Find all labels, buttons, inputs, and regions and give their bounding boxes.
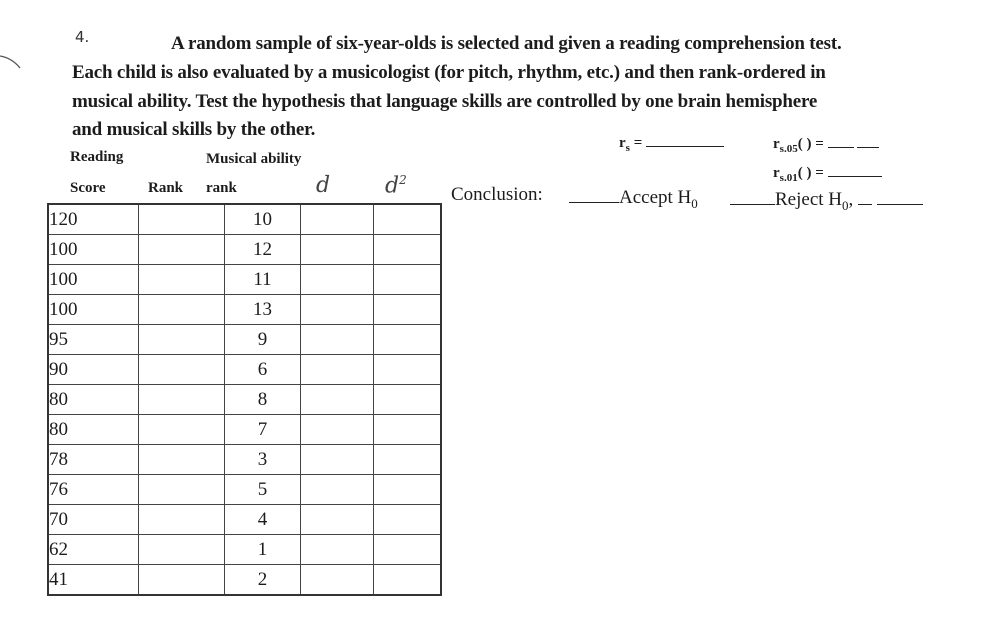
r05-label: r bbox=[773, 136, 780, 152]
r05-blank-2[interactable] bbox=[857, 133, 879, 148]
header-music-rank: rank bbox=[206, 180, 237, 196]
d-squared-cell[interactable] bbox=[374, 535, 442, 565]
table-row bbox=[48, 385, 441, 415]
r05-tail: ( ) = bbox=[797, 136, 824, 152]
page-edge-curve bbox=[0, 40, 22, 80]
rank-cell[interactable] bbox=[139, 265, 225, 295]
score-cell: 80 bbox=[48, 415, 139, 445]
question-line-3: musical ability. Test the hypothesis that language skills are controlled by one brain hemisphere bbox=[72, 91, 818, 112]
rank-cell[interactable] bbox=[139, 235, 225, 265]
rank-cell[interactable] bbox=[139, 325, 225, 355]
rank-cell[interactable] bbox=[139, 415, 225, 445]
header-score: Score bbox=[70, 180, 106, 196]
reject-option[interactable]: Reject $H_0$, bbox=[730, 186, 923, 214]
header-rank: Rank bbox=[148, 180, 184, 196]
d-cell[interactable] bbox=[301, 235, 374, 265]
question-line-2: Each child is also evaluated by a musicologist (for pitch, rhythm, etc.) and then rank-ordered in bbox=[72, 62, 826, 83]
score-cell: 90 bbox=[48, 355, 139, 385]
music-rank-cell: 11 bbox=[225, 265, 301, 295]
rank-cell[interactable] bbox=[139, 204, 225, 235]
d-cell[interactable] bbox=[301, 295, 374, 325]
rank-cell[interactable] bbox=[139, 475, 225, 505]
d-cell[interactable] bbox=[301, 415, 374, 445]
accept-blank[interactable] bbox=[569, 184, 619, 203]
accept-label: Accept H bbox=[619, 187, 692, 208]
music-rank-cell: 10 bbox=[225, 204, 301, 235]
rs-label: r bbox=[619, 135, 626, 151]
header-d: d bbox=[316, 173, 331, 198]
reject-blank[interactable] bbox=[730, 186, 775, 205]
score-cell: 41 bbox=[48, 565, 139, 596]
rs-equals: = bbox=[633, 135, 643, 151]
score-cell: 100 bbox=[48, 265, 139, 295]
table-row bbox=[48, 325, 441, 355]
reject-label: Reject H bbox=[775, 189, 843, 210]
score-cell: 76 bbox=[48, 475, 139, 505]
rs-blank[interactable] bbox=[646, 132, 724, 147]
table-row bbox=[48, 204, 441, 235]
header-reading: Reading bbox=[70, 149, 124, 165]
music-rank-cell: 4 bbox=[225, 505, 301, 535]
rs-sub: s bbox=[625, 142, 630, 154]
accept-option[interactable]: Accept $H_0$ bbox=[569, 184, 698, 212]
score-cell: 80 bbox=[48, 385, 139, 415]
music-rank-cell: 13 bbox=[225, 295, 301, 325]
d-squared-cell[interactable] bbox=[374, 415, 442, 445]
r01-label: r bbox=[773, 165, 780, 181]
d-squared-cell[interactable] bbox=[374, 325, 442, 355]
r05-sub: s.05 bbox=[779, 143, 798, 155]
table-row bbox=[48, 565, 441, 596]
score-cell: 100 bbox=[48, 295, 139, 325]
r01-tail: ( ) = bbox=[797, 165, 824, 181]
rank-cell[interactable] bbox=[139, 295, 225, 325]
rs-field[interactable] bbox=[619, 132, 724, 154]
r01-sub: s.01 bbox=[779, 172, 798, 184]
d-cell[interactable] bbox=[301, 355, 374, 385]
table-row bbox=[48, 265, 441, 295]
score-cell: 120 bbox=[48, 204, 139, 235]
r05-field[interactable] bbox=[773, 133, 879, 155]
score-cell: 78 bbox=[48, 445, 139, 475]
table-row bbox=[48, 445, 441, 475]
d-squared-cell[interactable] bbox=[374, 265, 442, 295]
d-cell[interactable] bbox=[301, 325, 374, 355]
d-cell[interactable] bbox=[301, 445, 374, 475]
conclusion-label: Conclusion: bbox=[451, 184, 543, 205]
d-squared-cell[interactable] bbox=[374, 355, 442, 385]
d-cell[interactable] bbox=[301, 475, 374, 505]
table-row bbox=[48, 505, 441, 535]
rank-cell[interactable] bbox=[139, 535, 225, 565]
d-squared-cell[interactable] bbox=[374, 475, 442, 505]
r01-blank[interactable] bbox=[828, 162, 882, 177]
d-cell[interactable] bbox=[301, 535, 374, 565]
d-squared-cell[interactable] bbox=[374, 565, 442, 596]
data-table bbox=[47, 203, 442, 596]
header-d-squared: $d^2$ bbox=[385, 173, 407, 199]
score-cell: 70 bbox=[48, 505, 139, 535]
table-row bbox=[48, 415, 441, 445]
d-squared-cell[interactable] bbox=[374, 204, 442, 235]
music-rank-cell: 1 bbox=[225, 535, 301, 565]
question-line-4: and musical skills by the other. bbox=[72, 119, 316, 140]
music-rank-cell: 7 bbox=[225, 415, 301, 445]
question-line-1: A random sample of six-year-olds is selected and given a reading comprehension test. bbox=[171, 33, 842, 54]
d-cell[interactable] bbox=[301, 265, 374, 295]
question-number: 4. bbox=[75, 28, 90, 46]
d-squared-cell[interactable] bbox=[374, 445, 442, 475]
reject-blank-3[interactable] bbox=[877, 186, 923, 205]
d-squared-cell[interactable] bbox=[374, 235, 442, 265]
score-cell: 62 bbox=[48, 535, 139, 565]
rank-cell[interactable] bbox=[139, 445, 225, 475]
table-row bbox=[48, 235, 441, 265]
music-rank-cell: 12 bbox=[225, 235, 301, 265]
r05-blank-1[interactable] bbox=[828, 133, 854, 148]
d-squared-cell[interactable] bbox=[374, 385, 442, 415]
rank-cell[interactable] bbox=[139, 385, 225, 415]
music-rank-cell: 8 bbox=[225, 385, 301, 415]
table-row bbox=[48, 475, 441, 505]
d-cell[interactable] bbox=[301, 385, 374, 415]
table-row bbox=[48, 535, 441, 565]
d-cell[interactable] bbox=[301, 204, 374, 235]
header-musical-ability: Musical ability bbox=[206, 151, 302, 167]
d-cell[interactable] bbox=[301, 505, 374, 535]
score-cell: 100 bbox=[48, 235, 139, 265]
music-rank-cell: 3 bbox=[225, 445, 301, 475]
table-row bbox=[48, 355, 441, 385]
r01-field[interactable] bbox=[773, 162, 882, 184]
rank-cell[interactable] bbox=[139, 565, 225, 596]
d-squared-cell[interactable] bbox=[374, 295, 442, 325]
d-cell[interactable] bbox=[301, 565, 374, 596]
rank-cell[interactable] bbox=[139, 355, 225, 385]
table-row bbox=[48, 295, 441, 325]
music-rank-cell: 2 bbox=[225, 565, 301, 596]
score-cell: 95 bbox=[48, 325, 139, 355]
music-rank-cell: 5 bbox=[225, 475, 301, 505]
reject-blank-2[interactable] bbox=[858, 186, 872, 205]
music-rank-cell: 6 bbox=[225, 355, 301, 385]
d-squared-cell[interactable] bbox=[374, 505, 442, 535]
music-rank-cell: 9 bbox=[225, 325, 301, 355]
rank-cell[interactable] bbox=[139, 505, 225, 535]
